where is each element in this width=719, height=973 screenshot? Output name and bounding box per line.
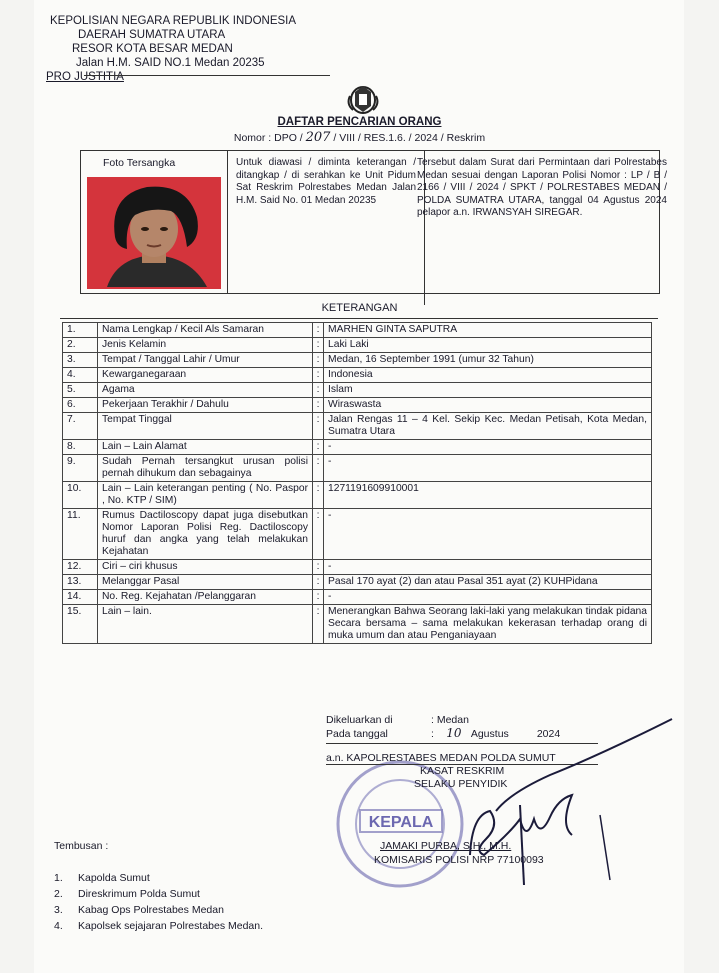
row-label: Jenis Kelamin (98, 338, 313, 353)
signatory-position-2: SELAKU PENYIDIK (414, 778, 508, 790)
tembusan-label: Tembusan : (54, 840, 109, 852)
table-row (63, 440, 652, 455)
row-colon: : (313, 605, 324, 644)
row-value: Islam (324, 383, 652, 398)
letterhead-line-3: RESOR KOTA BESAR MEDAN (72, 43, 233, 55)
letterhead (46, 14, 297, 84)
table-row (63, 413, 652, 440)
signatory-position-1: KASAT RESKRIM (420, 765, 505, 777)
row-no: 7. (63, 413, 98, 440)
table-row (63, 482, 652, 509)
signatory-rank: KOMISARIS POLISI NRP 77100093 (374, 854, 544, 866)
table-row (63, 338, 652, 353)
letterhead-underline (84, 75, 330, 76)
letterhead-line-1: KEPOLISIAN NEGARA REPUBLIK INDONESIA (50, 15, 297, 27)
row-colon: : (313, 575, 324, 590)
row-no: 4. (63, 368, 98, 383)
list-item-text: Direskrimum Polda Sumut (78, 888, 200, 900)
list-item-number: 4. (54, 920, 63, 932)
stamp-text: KEPALA (368, 814, 434, 831)
row-value: - (324, 509, 652, 560)
table-row (63, 509, 652, 560)
row-label: Sudah Pernah tersangkut urusan polisi pernah dihukum dan sebagainya (98, 455, 313, 482)
row-value: Menerangkan Bahwa Seorang laki-laki yang melakukan tindak pidana Secara bersama – sama melakukan kekerasan terhadap orang di muka umum dan atau Penganiayaan (324, 605, 652, 644)
list-item (54, 886, 263, 902)
signatory-name: JAMAKI PURBA, S.H., M.H. (380, 840, 512, 852)
tanggal-label: Pada tanggal (326, 728, 388, 740)
photo-cell (81, 151, 228, 293)
handwritten-signature (400, 715, 680, 885)
row-no: 11. (63, 509, 98, 560)
row-value: 1271191609910001 (324, 482, 652, 509)
row-colon: : (313, 398, 324, 413)
row-label: Pekerjaan Terakhir / Dahulu (98, 398, 313, 413)
row-no: 14. (63, 590, 98, 605)
row-colon: : (313, 560, 324, 575)
row-no: 3. (63, 353, 98, 368)
row-value: Medan, 16 September 1991 (umur 32 Tahun) (324, 353, 652, 368)
row-colon: : (313, 383, 324, 398)
row-value: - (324, 440, 652, 455)
row-value: Wiraswasta (324, 398, 652, 413)
row-label: No. Reg. Kejahatan /Pelanggaran (98, 590, 313, 605)
row-colon: : (313, 338, 324, 353)
instruction-cell: Untuk diawasi / diminta keterangan / ditangkap / di serahkan ke Unit Pidum Sat Reskrim Polrestabes Medan Jalan H.M. Said No. 01 Medan 20235 (228, 151, 425, 305)
letterhead-line-2: DAERAH SUMATRA UTARA (78, 29, 226, 41)
table-row (63, 323, 652, 338)
dikeluarkan-label: Dikeluarkan di (326, 714, 393, 726)
list-item-text: Kabag Ops Polrestabes Medan (78, 904, 224, 916)
row-colon: : (313, 590, 324, 605)
row-label: Ciri – ciri khusus (98, 560, 313, 575)
row-no: 15. (63, 605, 98, 644)
table-row (63, 560, 652, 575)
details-table (62, 322, 652, 644)
police-emblem-icon (344, 82, 382, 116)
row-value: Pasal 170 ayat (2) dan atau Pasal 351 ayat (2) KUHPidana (324, 575, 652, 590)
row-label: Agama (98, 383, 313, 398)
keterangan-divider (60, 318, 658, 319)
row-value: - (324, 455, 652, 482)
table-row (63, 368, 652, 383)
row-value: Indonesia (324, 368, 652, 383)
table-row (63, 353, 652, 368)
row-value: - (324, 560, 652, 575)
nomor-suffix: / VIII / RES.1.6. / 2024 / Reskrim (333, 132, 486, 144)
row-label: Lain – lain. (98, 605, 313, 644)
row-colon: : (313, 413, 324, 440)
row-no: 8. (63, 440, 98, 455)
table-row (63, 575, 652, 590)
list-item (54, 918, 263, 934)
row-no: 5. (63, 383, 98, 398)
pro-justitia: PRO JUSTITIA (46, 71, 124, 83)
reference-cell: Tersebut dalam Surat dari Permintaan dari Polrestabes Medan sesuai dengan Laporan Polisi Nomor : LP / B / 2166 / VIII / 2024 / SPKT / POLRESTABES MEDAN / POLDA SUMATRA UTARA, tanggal 04 Agustus 2024 pelapor a.n. IRWANSYAH SIREGAR. (417, 157, 667, 219)
row-colon: : (313, 440, 324, 455)
row-no: 2. (63, 338, 98, 353)
signatory-an: a.n. KAPOLRESTABES MEDAN POLDA SUMUT (326, 752, 556, 764)
table-row (63, 605, 652, 644)
row-no: 12. (63, 560, 98, 575)
row-colon: : (313, 353, 324, 368)
row-no: 1. (63, 323, 98, 338)
row-label: Lain – Lain Alamat (98, 440, 313, 455)
suspect-photo (87, 177, 221, 289)
row-label: Nama Lengkap / Kecil Als Samaran (98, 323, 313, 338)
row-colon: : (313, 482, 324, 509)
nomor-prefix: Nomor : DPO / (233, 132, 303, 144)
row-colon: : (313, 455, 324, 482)
list-item (54, 902, 263, 918)
list-item-number: 1. (54, 872, 63, 884)
row-no: 9. (63, 455, 98, 482)
table-row (63, 590, 652, 605)
row-colon: : (313, 323, 324, 338)
row-label: Tempat / Tanggal Lahir / Umur (98, 353, 313, 368)
photo-label: Foto Tersangka (103, 157, 176, 169)
list-item-number: 3. (54, 904, 63, 916)
row-value: Laki Laki (324, 338, 652, 353)
list-item (54, 870, 263, 886)
row-label: Lain – Lain keterangan penting ( No. Paspor , No. KTP / SIM) (98, 482, 313, 509)
row-value: MARHEN GINTA SAPUTRA (324, 323, 652, 338)
tanggal-day: 10 (446, 726, 462, 740)
row-no: 10. (63, 482, 98, 509)
tanggal-colon: : (431, 728, 434, 740)
row-no: 13. (63, 575, 98, 590)
row-colon: : (313, 509, 324, 560)
row-value: Jalan Rengas 11 – 4 Kel. Sekip Kec. Medan Petisah, Kota Medan, Sumatra Utara (324, 413, 652, 440)
suspect-info-box (80, 150, 667, 294)
row-no: 6. (63, 398, 98, 413)
tanggal-month: Agustus (470, 728, 509, 740)
dikeluarkan-value: : Medan (431, 714, 469, 726)
letterhead-line-4: Jalan H.M. SAID NO.1 Medan 20235 (76, 57, 265, 69)
suspect-photo-image (87, 177, 221, 289)
tanggal-year: 2024 (536, 728, 561, 740)
list-item-text: Kapolda Sumut (78, 872, 150, 884)
table-row (63, 383, 652, 398)
table-row (63, 398, 652, 413)
row-label: Rumus Dactiloscopy dapat juga disebutkan Nomor Laporan Polisi Reg. Dactiloscopy huruf dan angka yang telah melakukan Kejahatan (98, 509, 313, 560)
table-row (63, 455, 652, 482)
row-label: Kewarganegaraan (98, 368, 313, 383)
document-number (0, 130, 719, 145)
keterangan-heading: KETERANGAN (321, 302, 398, 314)
tembusan-list (54, 870, 263, 934)
document-title: DAFTAR PENCARIAN ORANG (277, 116, 442, 128)
list-item-number: 2. (54, 888, 63, 900)
nomor-handwritten: 207 (305, 130, 331, 145)
row-label: Melanggar Pasal (98, 575, 313, 590)
row-label: Tempat Tinggal (98, 413, 313, 440)
row-colon: : (313, 368, 324, 383)
row-value: - (324, 590, 652, 605)
list-item-text: Kapolsek sejajaran Polrestabes Medan. (78, 920, 264, 932)
